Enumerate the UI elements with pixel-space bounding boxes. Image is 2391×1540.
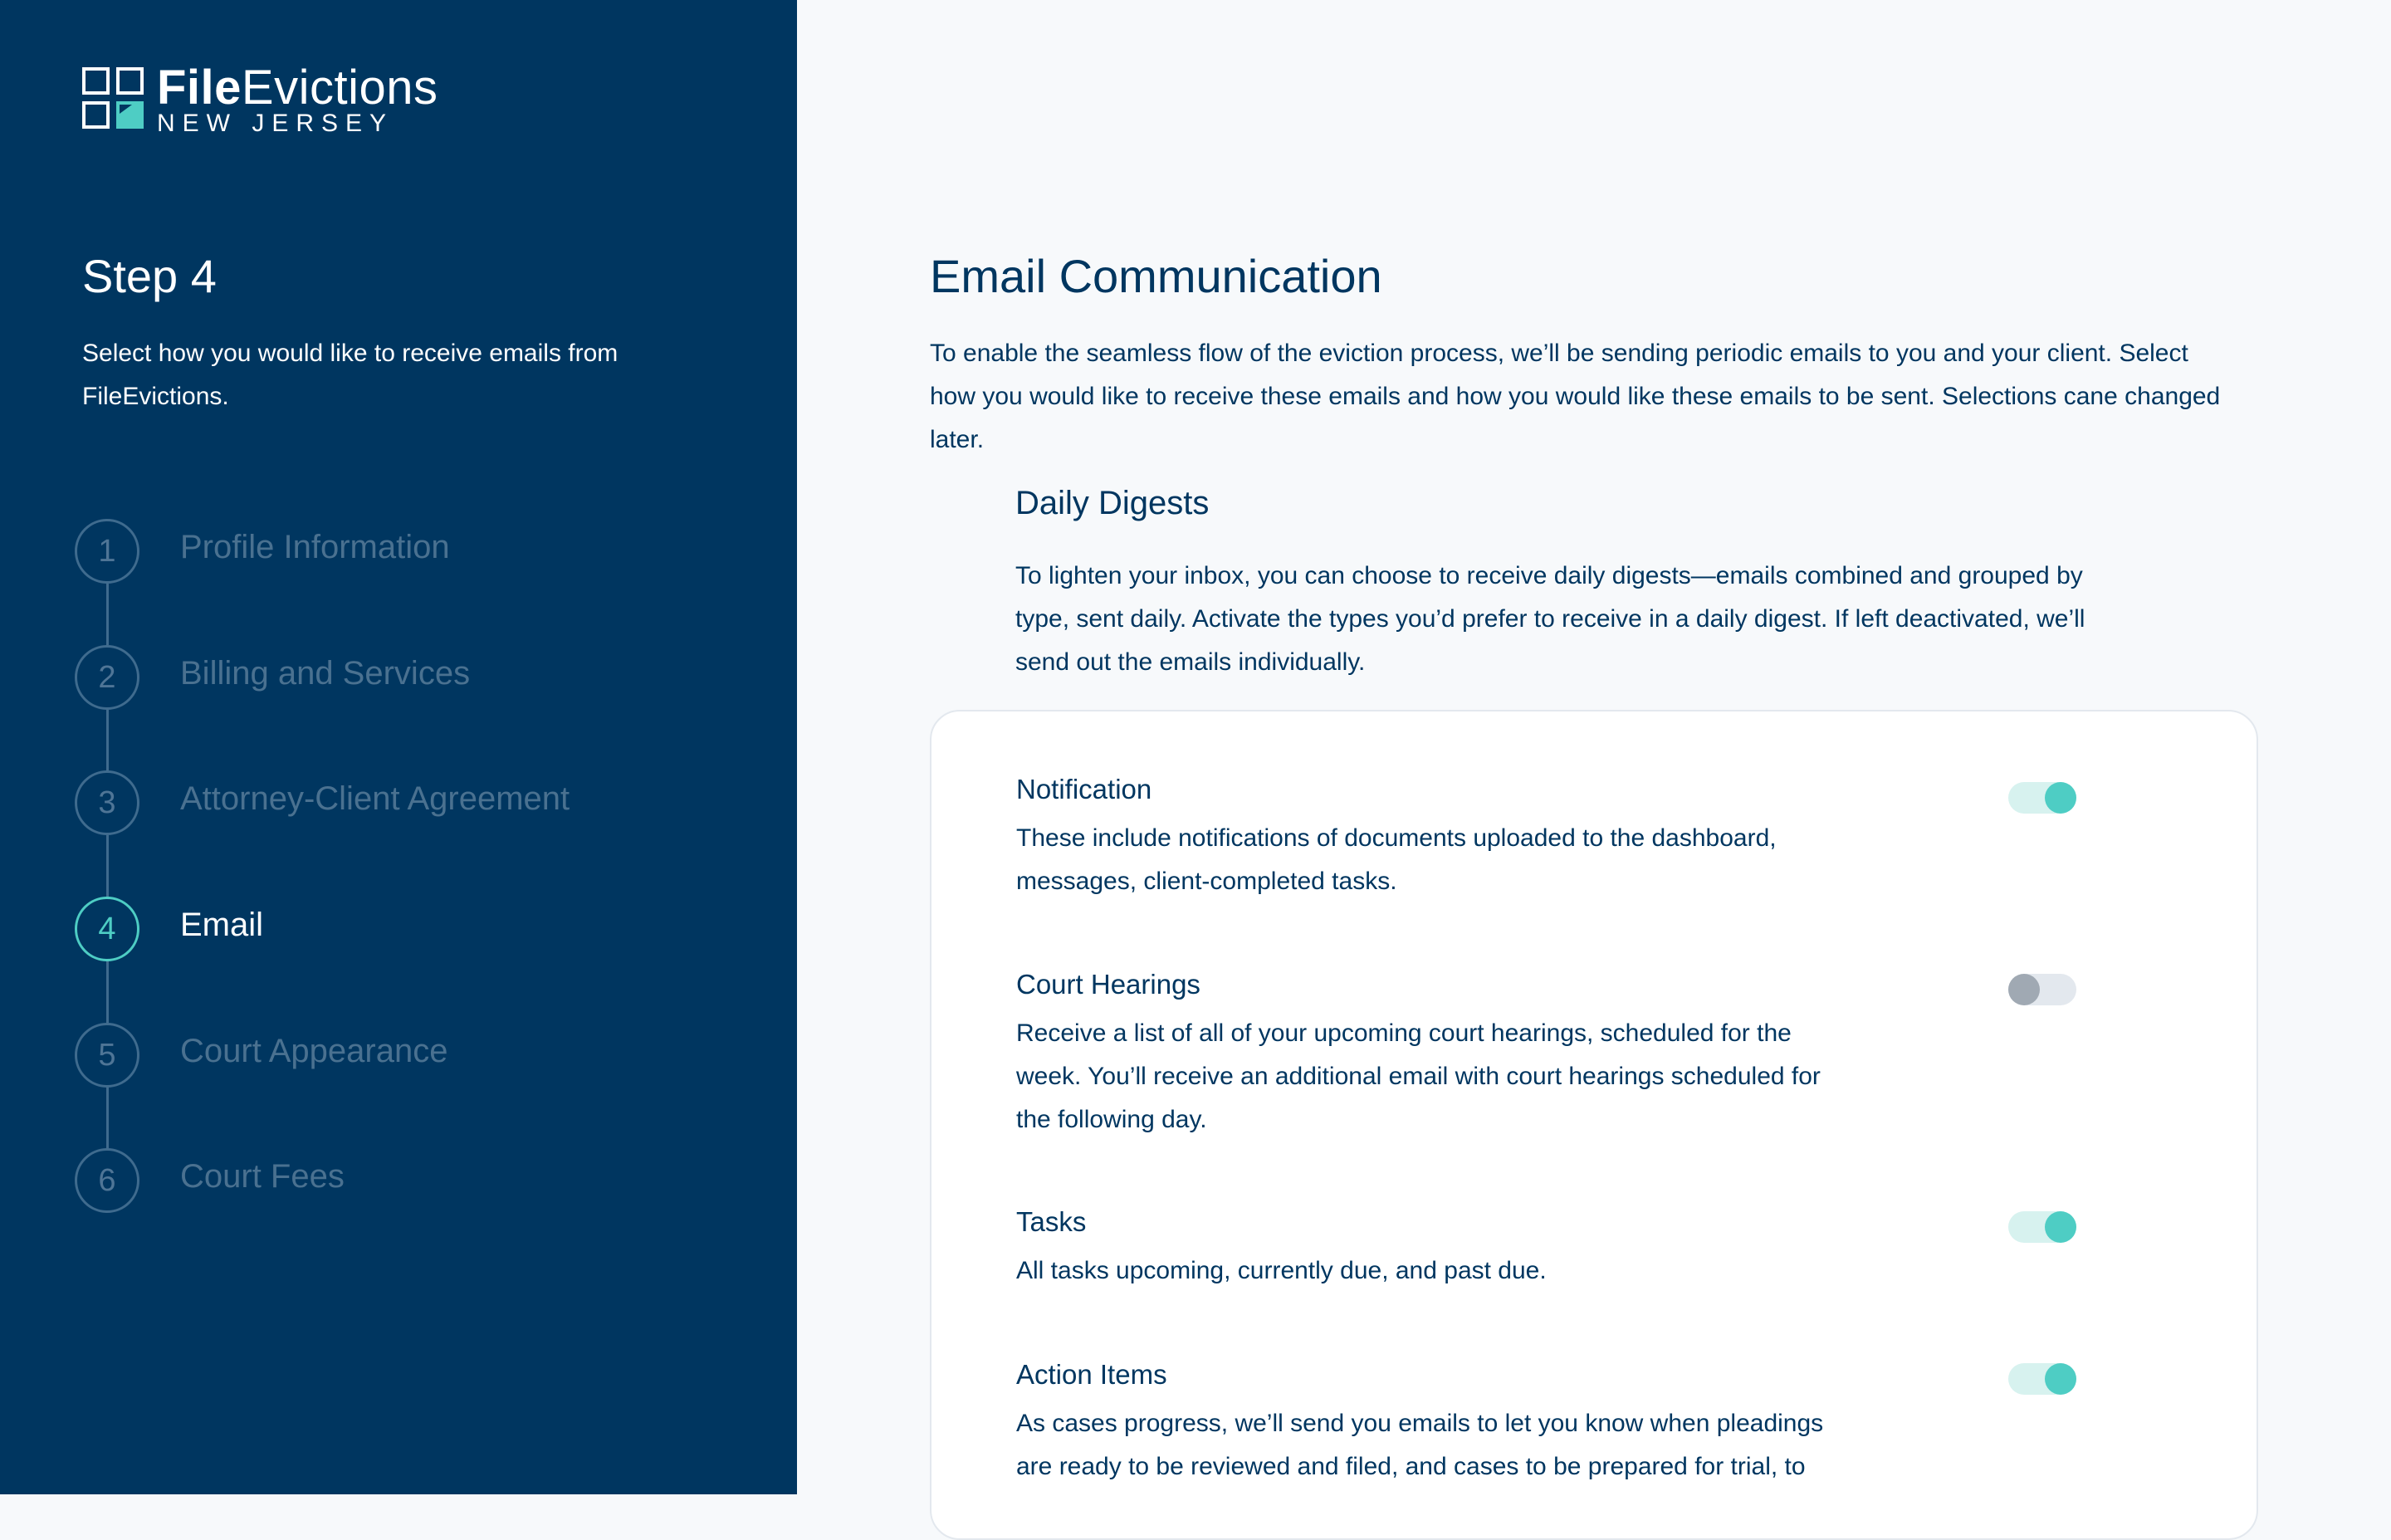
step-title: Step 4 <box>82 250 217 302</box>
step-number: 5 <box>75 1023 139 1088</box>
option-title: Court Hearings <box>1016 969 1200 1000</box>
step-number: 1 <box>75 519 139 584</box>
option-description: Receive a list of all of your upcoming court hearings, scheduled for the week. You’ll receive an additional email with court hearings scheduled for the following day. <box>1016 1019 1821 1133</box>
option-title: Tasks <box>1016 1206 1087 1237</box>
step-item-email[interactable] <box>75 897 739 963</box>
toggle-knob <box>2008 974 2040 1005</box>
step-label: Email <box>180 907 264 943</box>
step-number: 4 <box>75 897 139 961</box>
option-description: As cases progress, we’ll send you emails to let you know when pleadings are ready to be reviewed and filed, and cases to be prepared for trial, to <box>1016 1410 1824 1480</box>
option-court-hearings <box>1016 969 2095 1142</box>
action-items-toggle[interactable] <box>2008 1363 2076 1395</box>
page-title: Email Communication <box>930 250 1382 302</box>
page-description: To enable the seamless flow of the eviction process, we’ll be sending periodic emails to you and your client. Select how you would like to receive these emails and how you would like these emails to be sent. Selections cane changed later. <box>930 340 2221 453</box>
step-item-court-appearance[interactable] <box>75 1023 739 1089</box>
step-connector <box>106 707 109 771</box>
option-description: All tasks upcoming, currently due, and past due. <box>1016 1257 1547 1284</box>
main-content <box>797 0 2391 1494</box>
step-connector <box>106 581 109 645</box>
digest-options-card <box>930 710 2258 1540</box>
option-title: Notification <box>1016 774 1152 804</box>
brand-region: NEW JERSEY <box>157 110 394 137</box>
section-title-daily-digests: Daily Digests <box>1015 485 1210 521</box>
court-hearings-toggle[interactable] <box>2008 974 2076 1005</box>
option-title: Action Items <box>1016 1359 1167 1390</box>
logo-icon <box>82 67 144 129</box>
option-notification <box>1016 774 2095 903</box>
option-description: These include notifications of documents uploaded to the dashboard, messages, client-completed tasks. <box>1016 824 1777 895</box>
tasks-toggle[interactable] <box>2008 1211 2076 1243</box>
step-description: Select how you would like to receive emails from FileEvictions. <box>82 340 619 410</box>
step-connector <box>106 1086 109 1150</box>
step-connector <box>106 834 109 897</box>
toggle-knob <box>2045 782 2076 814</box>
step-number: 6 <box>75 1148 139 1213</box>
toggle-knob <box>2045 1363 2076 1395</box>
step-label: Profile Information <box>180 529 450 565</box>
option-action-items <box>1016 1359 2095 1489</box>
step-number: 3 <box>75 770 139 835</box>
step-number: 2 <box>75 645 139 710</box>
step-label: Court Fees <box>180 1158 345 1195</box>
brand-name: FileEvictions <box>157 61 438 115</box>
section-description-daily-digests: To lighten your inbox, you can choose to receive daily digests—emails combined and grouped by type, sent daily. Activate the types you’d prefer to receive in a daily digest. If left deactivated, we’ll send out the emails individually. <box>1015 562 2085 676</box>
step-connector <box>106 960 109 1024</box>
step-label: Attorney-Client Agreement <box>180 780 570 817</box>
toggle-knob <box>2045 1211 2076 1243</box>
step-item-billing-and-services[interactable] <box>75 645 739 711</box>
sidebar <box>0 0 797 1494</box>
step-label: Billing and Services <box>180 655 471 692</box>
step-label: Court Appearance <box>180 1033 448 1069</box>
step-item-attorney-client-agreement[interactable] <box>75 770 739 837</box>
option-tasks <box>1016 1206 2095 1293</box>
step-item-court-fees[interactable] <box>75 1148 739 1215</box>
notification-toggle[interactable] <box>2008 782 2076 814</box>
step-item-profile-information[interactable] <box>75 519 739 585</box>
